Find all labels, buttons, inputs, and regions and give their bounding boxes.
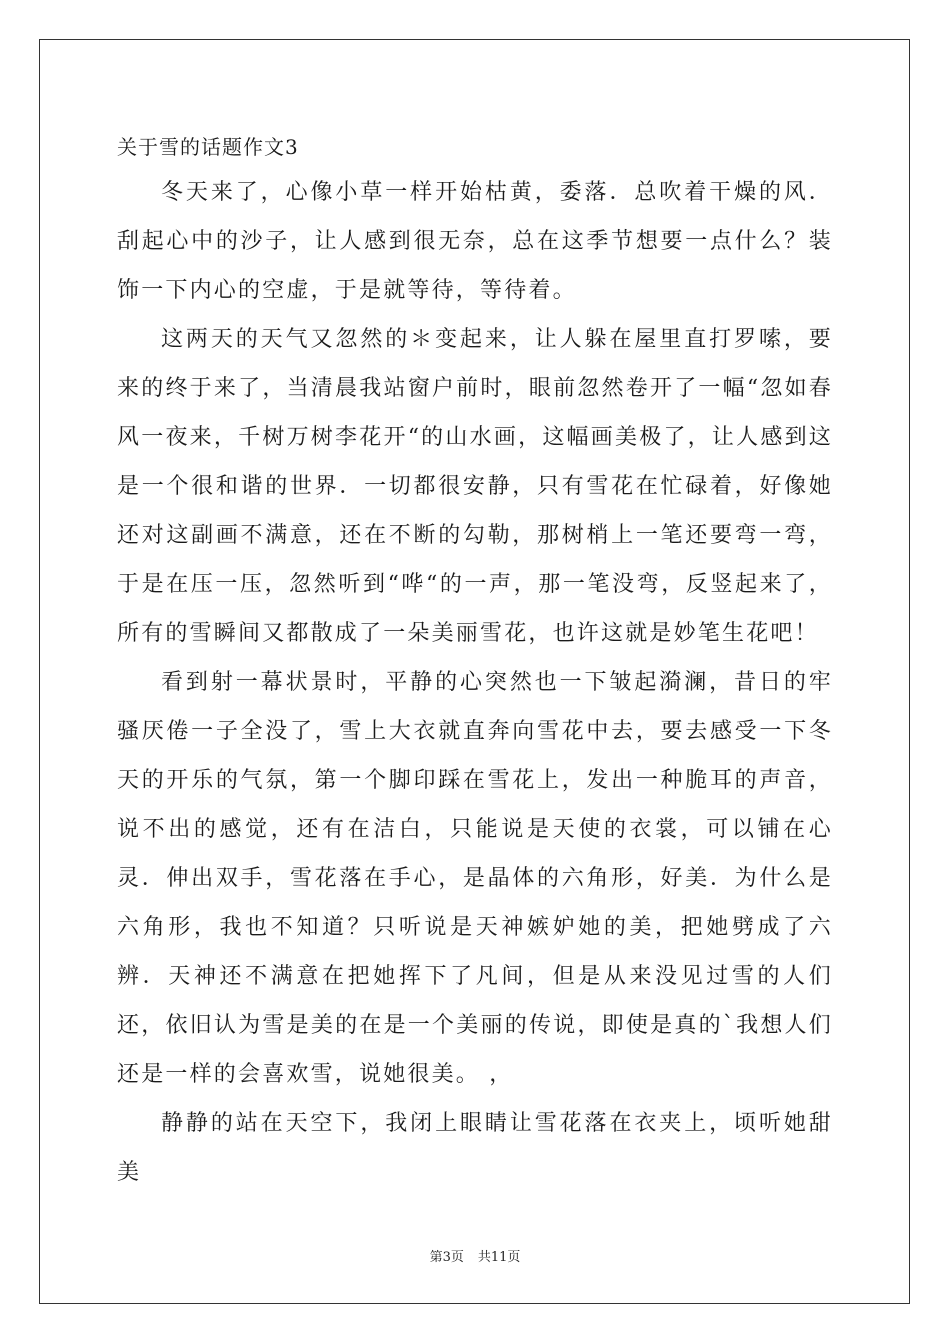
page-total: 共11页: [477, 1250, 521, 1265]
paragraph-2: 这两天的天气又忽然的＊变起来，让人躲在屋里直打罗嗦，要来的终于来了，当清晨我站窗户前时，眼前忽然卷开了一幅“忽如春风一夜来，千树万树李花开“的山水画，这幅画美极了，让人感到这是一个很和谐的世界．一切都很安静，只有雪花在忙碌着，好像她还对这副画不满意，还在不断的勾勒，那树梢上一笔还要弯一弯，于是在压一压，忽然听到“哗“的一声，那一笔没弯，反竖起来了，所有的雪瞬间又都散成了一朵美丽雪花，也许这就是妙笔生花吧！: [117, 327, 833, 646]
document-body: [117, 126, 833, 1197]
document-title: 关于雪的话题作文3: [117, 135, 299, 159]
page-footer: [0, 1246, 950, 1265]
page-number: 第3页: [429, 1250, 464, 1265]
paragraph-3: 看到射一幕状景时，平静的心突然也一下皱起漪澜，昔日的牢骚厌倦一子全没了，雪上大衣就直奔向雪花中去，要去感受一下冬天的开乐的气氛，第一个脚印踩在雪花上，发出一种脆耳的声音，说不出的感觉，还有在洁白，只能说是天使的衣裳，可以铺在心灵．伸出双手，雪花落在手心，是晶体的六角形，好美．为什么是六角形，我也不知道？只听说是天神嫉妒她的美，把她劈成了六辨．天神还不满意在把她挥下了凡间，但是从来没见过雪的人们还，依旧认为雪是美的在是一个美丽的传说，即使是真的`我想人们还是一样的会喜欢雪，说她很美。 ，: [117, 670, 833, 1087]
paragraph-4: 静静的站在天空下，我闭上眼睛让雪花落在衣夹上，顷听她甜美: [117, 1111, 833, 1185]
paragraph-1: 冬天来了，心像小草一样开始枯黄，委落．总吹着干燥的风．刮起心中的沙子，让人感到很无奈，总在这季节想要一点什么？装饰一下内心的空虚，于是就等待，等待着。: [117, 180, 833, 303]
